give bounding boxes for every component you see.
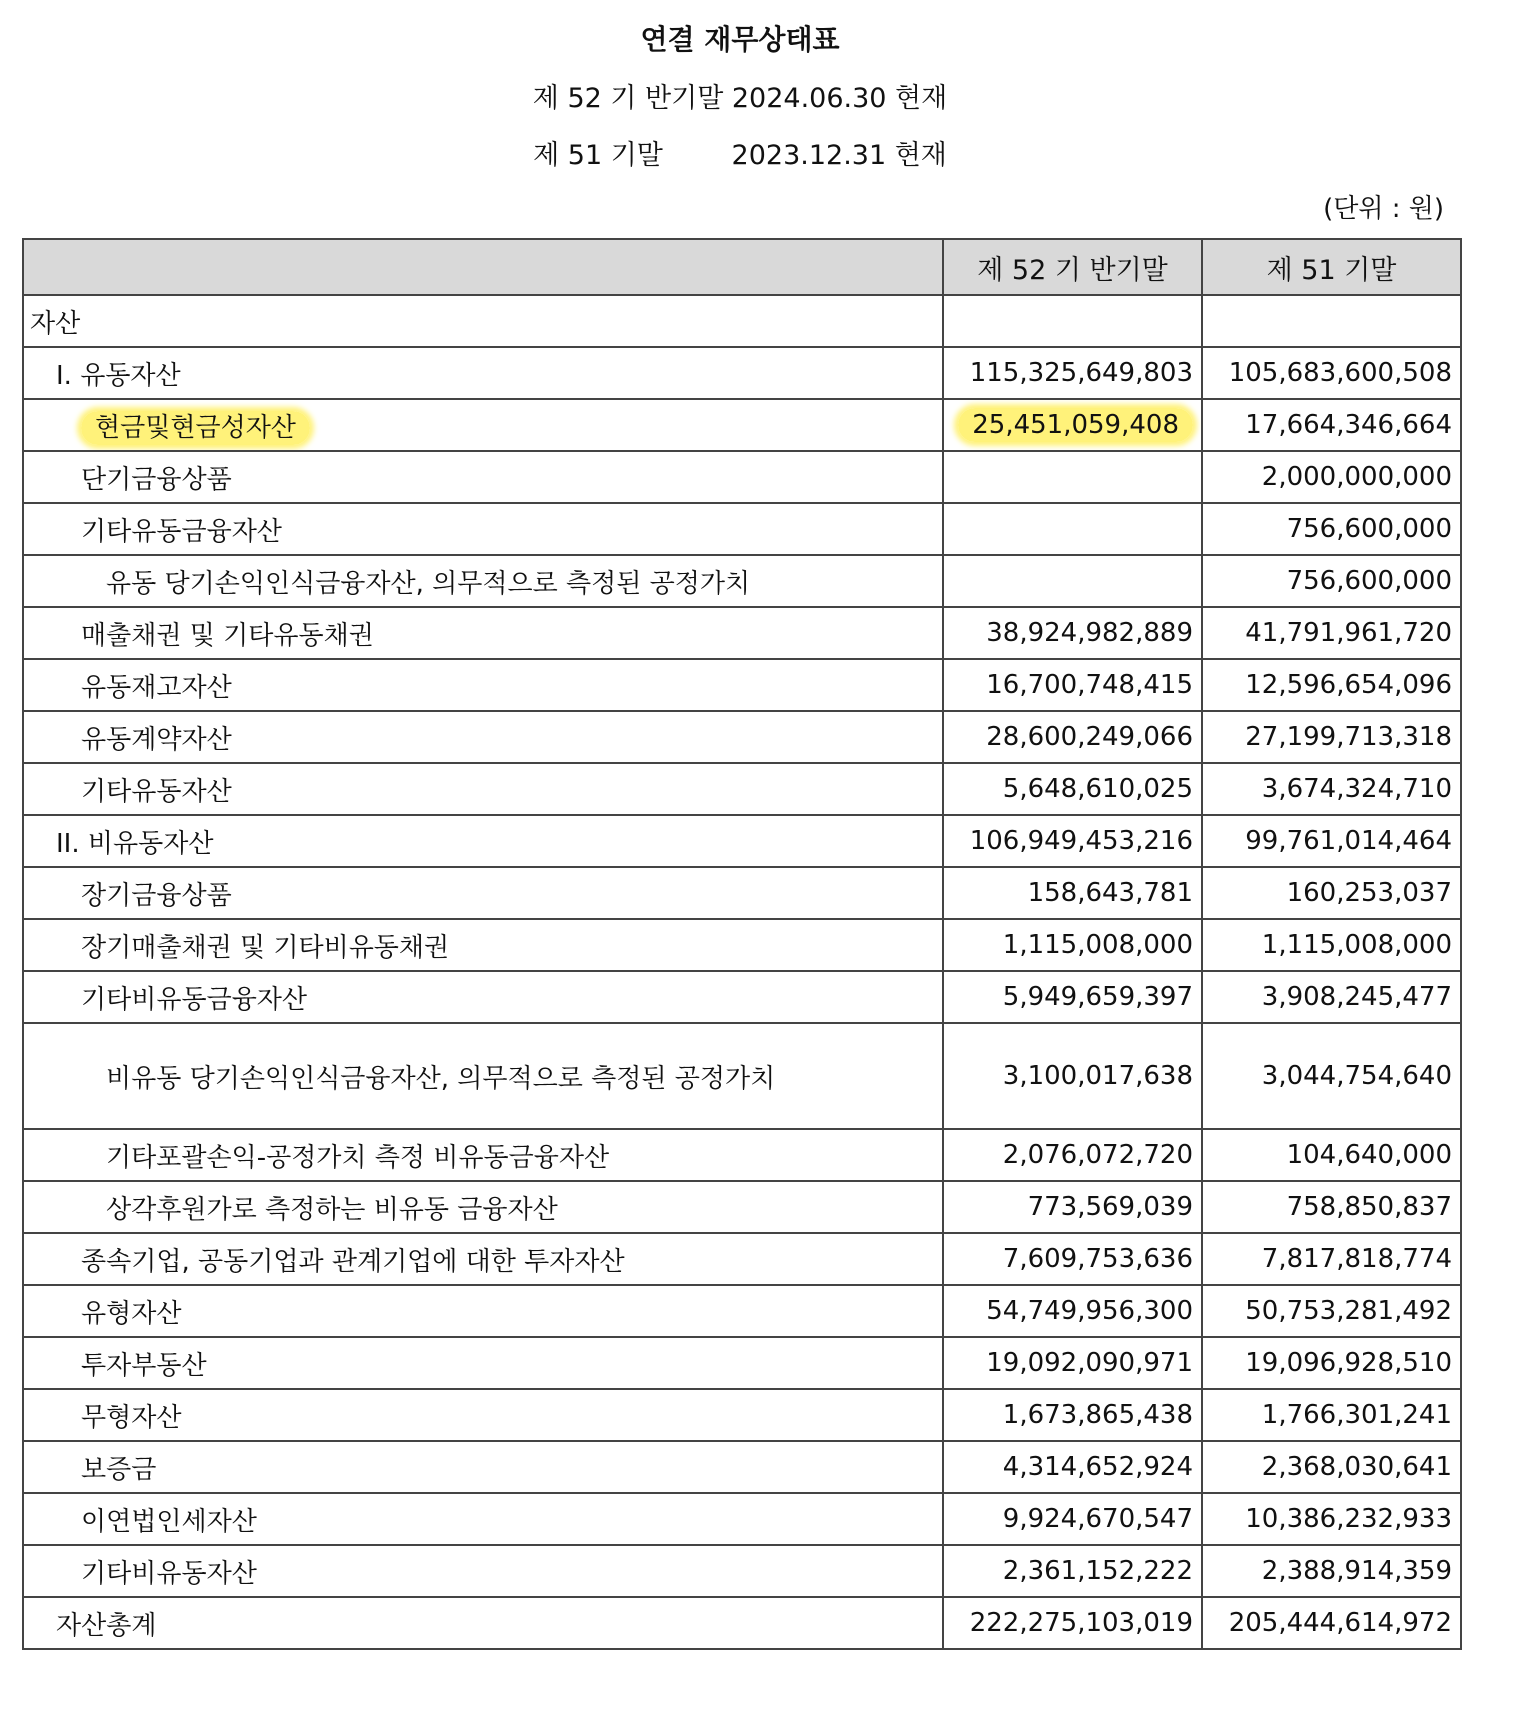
table-row [23,971,1461,1023]
prior-value: 41,791,961,720 [1202,607,1461,659]
table-row-total [23,1597,1461,1649]
table-row [23,867,1461,919]
row-label: 매출채권 및 기타유동채권 [23,607,943,659]
current-value: 3,100,017,638 [943,1023,1202,1129]
current-period-label: 제 52 기 반기말 2024.06.30 현재 [532,83,948,114]
row-label: 유동계약자산 [23,711,943,763]
row-label: 유동 당기손익인식금융자산, 의무적으로 측정된 공정가치 [23,555,943,607]
table-row [23,815,1461,867]
column-header-prior: 제 51 기말 [1202,239,1461,295]
current-value: 2,361,152,222 [943,1545,1202,1597]
row-label: 기타유동금융자산 [23,503,943,555]
table-row [23,1181,1461,1233]
prior-value: 1,115,008,000 [1202,919,1461,971]
row-label: 비유동 당기손익인식금융자산, 의무적으로 측정된 공정가치 [23,1023,943,1129]
current-value: 9,924,670,547 [943,1493,1202,1545]
row-label: I. 유동자산 [23,347,943,399]
current-value: 1,115,008,000 [943,919,1202,971]
current-value: 38,924,982,889 [943,607,1202,659]
table-row [23,295,1461,347]
row-label: 유동재고자산 [23,659,943,711]
prior-value: 105,683,600,508 [1202,347,1461,399]
current-value: 773,569,039 [943,1181,1202,1233]
prior-value: 99,761,014,464 [1202,815,1461,867]
table-row [23,347,1461,399]
current-value: 5,949,659,397 [943,971,1202,1023]
prior-value: 2,368,030,641 [1202,1441,1461,1493]
table-row [23,503,1461,555]
row-label: 유형자산 [23,1285,943,1337]
current-value: 106,949,453,216 [943,815,1202,867]
row-label: II. 비유동자산 [23,815,943,867]
current-value [943,555,1202,607]
prior-value: 205,444,614,972 [1202,1597,1461,1649]
column-header-current: 제 52 기 반기말 [943,239,1202,295]
highlighted-current-value: 25,451,059,408 [958,408,1193,442]
row-label: 보증금 [23,1441,943,1493]
prior-value: 756,600,000 [1202,503,1461,555]
unit-label: (단위 : 원) [1323,194,1444,224]
table-row [23,659,1461,711]
highlighted-row-label: 현금및현금성자산 [81,411,310,445]
current-value: 28,600,249,066 [943,711,1202,763]
current-value: 2,076,072,720 [943,1129,1202,1181]
current-value [943,295,1202,347]
current-value: 19,092,090,971 [943,1337,1202,1389]
row-label: 자산 [23,295,943,347]
column-header-label [23,239,943,295]
row-label: 장기금융상품 [23,867,943,919]
table-row [23,1285,1461,1337]
prior-value: 50,753,281,492 [1202,1285,1461,1337]
current-value: 4,314,652,924 [943,1441,1202,1493]
row-label: 자산총계 [23,1597,943,1649]
current-value [943,451,1202,503]
current-value: 158,643,781 [943,867,1202,919]
table-row [23,1129,1461,1181]
prior-value: 758,850,837 [1202,1181,1461,1233]
current-value: 16,700,748,415 [943,659,1202,711]
row-label: 기타유동자산 [23,763,943,815]
prior-value: 3,908,245,477 [1202,971,1461,1023]
statement-title: 연결 재무상태표 [640,23,840,56]
current-value: 222,275,103,019 [943,1597,1202,1649]
prior-value: 756,600,000 [1202,555,1461,607]
prior-value: 19,096,928,510 [1202,1337,1461,1389]
table-row [23,1545,1461,1597]
prior-value: 160,253,037 [1202,867,1461,919]
prior-value: 104,640,000 [1202,1129,1461,1181]
row-label-cell [23,399,943,451]
prior-value: 2,388,914,359 [1202,1545,1461,1597]
current-value [943,503,1202,555]
table-row [23,1389,1461,1441]
current-value-cell [943,399,1202,451]
prior-value: 1,766,301,241 [1202,1389,1461,1441]
table-row [23,919,1461,971]
table-row [23,1337,1461,1389]
row-label: 기타포괄손익-공정가치 측정 비유동금융자산 [23,1129,943,1181]
current-value: 1,673,865,438 [943,1389,1202,1441]
prior-value: 27,199,713,318 [1202,711,1461,763]
current-value: 7,609,753,636 [943,1233,1202,1285]
table-row [23,607,1461,659]
row-label: 상각후원가로 측정하는 비유동 금융자산 [23,1181,943,1233]
current-value: 5,648,610,025 [943,763,1202,815]
row-label: 종속기업, 공동기업과 관계기업에 대한 투자자산 [23,1233,943,1285]
row-label: 단기금융상품 [23,451,943,503]
prior-value: 2,000,000,000 [1202,451,1461,503]
row-label: 장기매출채권 및 기타비유동채권 [23,919,943,971]
prior-value [1202,295,1461,347]
row-label: 기타비유동금융자산 [23,971,943,1023]
prior-value: 17,664,346,664 [1202,399,1461,451]
prior-period-label: 제 51 기말 2023.12.31 현재 [533,140,947,171]
table-row [23,1441,1461,1493]
table-row [23,1493,1461,1545]
prior-value: 3,044,754,640 [1202,1023,1461,1129]
prior-value: 7,817,818,774 [1202,1233,1461,1285]
table-row [23,1233,1461,1285]
row-label: 무형자산 [23,1389,943,1441]
current-value: 54,749,956,300 [943,1285,1202,1337]
table-row [23,451,1461,503]
prior-value: 12,596,654,096 [1202,659,1461,711]
table-row [23,1023,1461,1129]
table-row [23,763,1461,815]
table-row [23,399,1461,451]
prior-value: 10,386,232,933 [1202,1493,1461,1545]
prior-value: 3,674,324,710 [1202,763,1461,815]
row-label: 이연법인세자산 [23,1493,943,1545]
row-label: 기타비유동자산 [23,1545,943,1597]
current-value: 115,325,649,803 [943,347,1202,399]
table-header-row [23,239,1461,295]
row-label: 투자부동산 [23,1337,943,1389]
table-row [23,555,1461,607]
table-row [23,711,1461,763]
balance-sheet-table [22,238,1462,1650]
